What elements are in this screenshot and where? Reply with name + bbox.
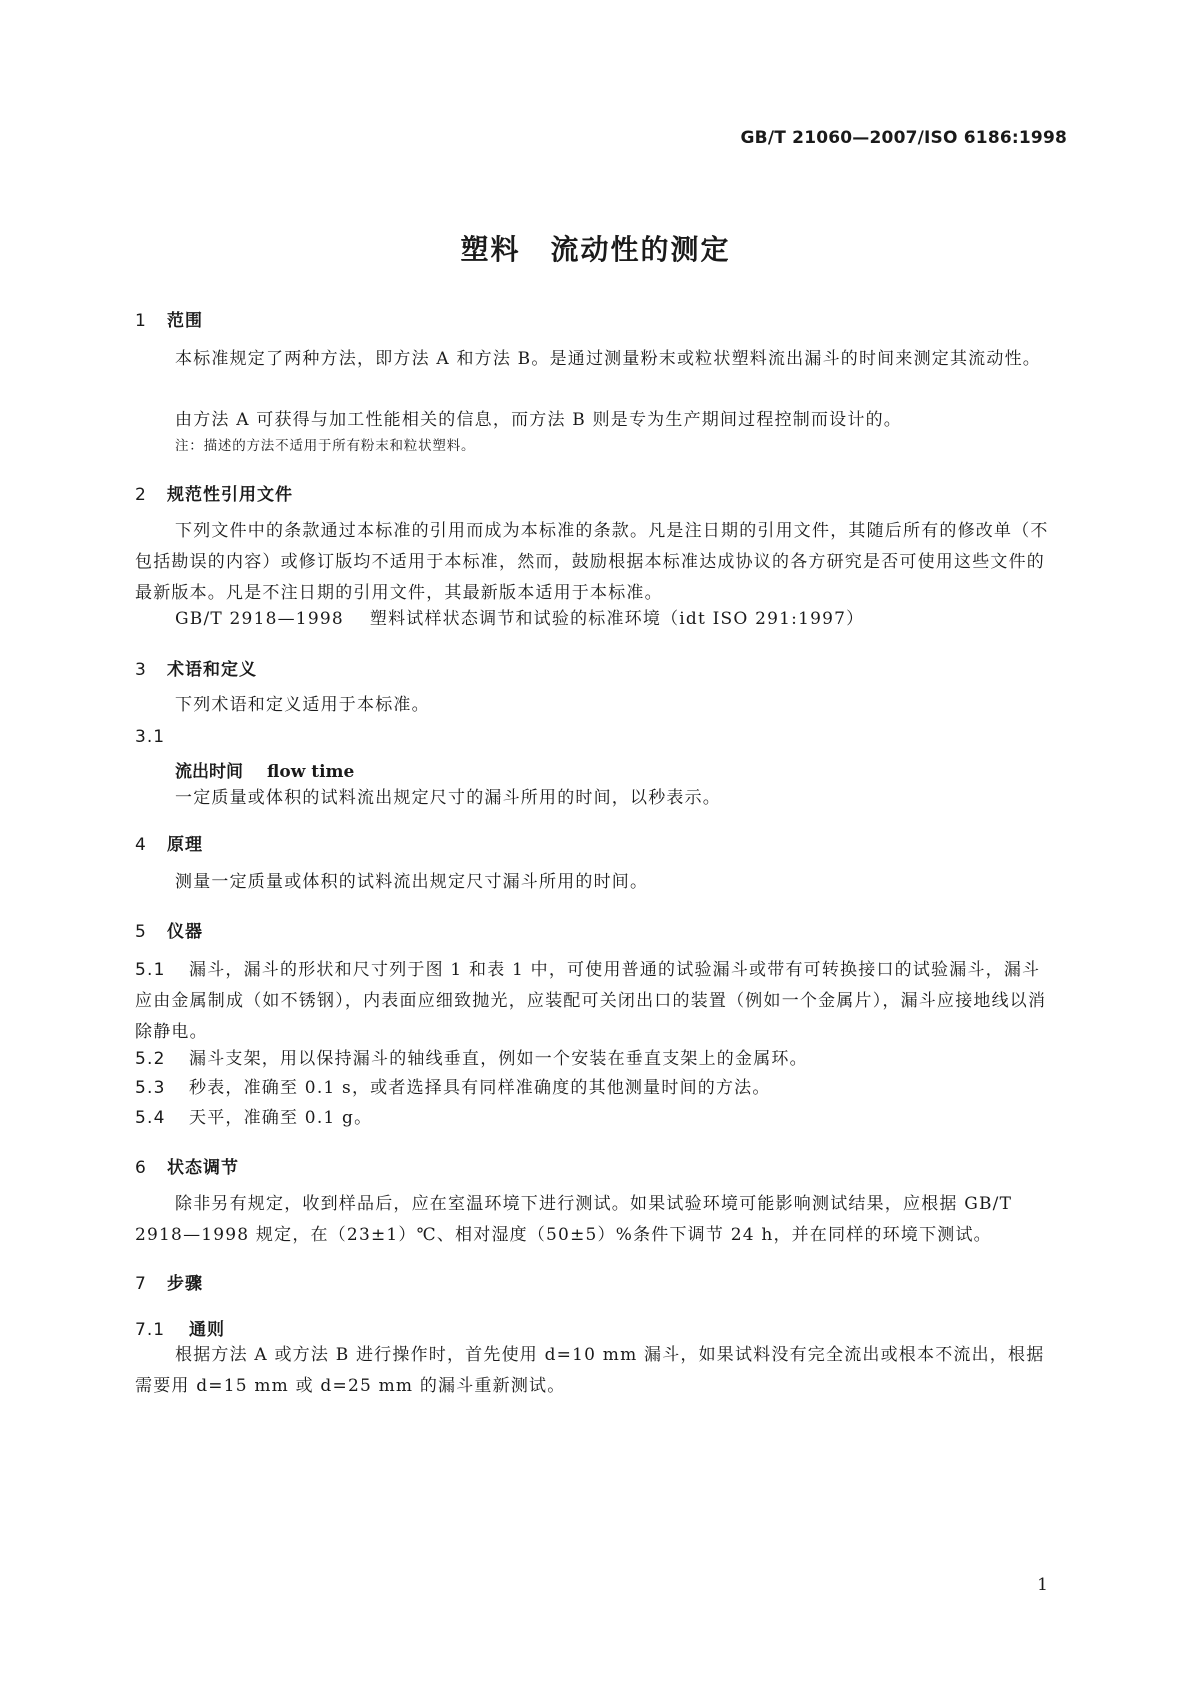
document-title	[0, 228, 1191, 268]
standard-number: GB/T 21060—2007/ISO 6186:1998	[740, 128, 1067, 148]
section-title: 规范性引用文件	[167, 485, 293, 505]
section-3-heading	[135, 655, 1055, 680]
section-number: 7	[135, 1274, 147, 1294]
section-title: 范围	[167, 311, 203, 331]
section-5-heading	[135, 917, 1055, 942]
title-part-1: 塑料	[460, 233, 521, 266]
section-1-paragraph-1: 本标准规定了两种方法，即方法 A 和方法 B。是通过测量粉末或粒状塑料流出漏斗的时间来测定其流动性。	[175, 349, 1041, 369]
clause-7-1-paragraph: 根据方法 A 或方法 B 进行操作时，首先使用 d=10 mm 漏斗，如果试料没有完全流出或根本不流出，根据需要用 d=15 mm 或 d=25 mm 的漏斗重新测试。	[135, 1345, 1045, 1396]
clause-number: 5.4	[135, 1108, 166, 1128]
section-number: 2	[135, 485, 147, 505]
section-6-paragraph-1: 除非另有规定，收到样品后，应在室温环境下进行测试。如果试验环境可能影响测试结果，应根据 GB/T 2918—1998 规定，在（23±1）℃、相对湿度（50±5）%条件下调节 24 h，并在同样的环境下测试。	[135, 1194, 1013, 1245]
section-2-paragraph-1: 下列文件中的条款通过本标准的引用而成为本标准的条款。凡是注日期的引用文件，其随后所有的修改单（不包括勘误的内容）或修订版均不适用于本标准，然而，鼓励根据本标准达成协议的各方研究是否可使用这些文件的最新版本。凡是不注日期的引用文件，其最新版本适用于本标准。	[135, 521, 1049, 603]
term	[135, 757, 1095, 782]
section-number: 1	[135, 311, 147, 331]
section-title: 仪器	[167, 922, 203, 942]
clause-number: 7.1	[135, 1320, 166, 1340]
section-4-heading	[135, 830, 1055, 855]
section-3-paragraph-1: 下列术语和定义适用于本标准。	[175, 695, 430, 715]
section-2-heading	[135, 480, 1055, 505]
section-7-heading	[135, 1269, 1055, 1294]
section-1-note: 注：描述的方法不适用于所有粉末和粒状塑料。	[175, 438, 476, 454]
term-chinese: 流出时间	[175, 762, 243, 782]
section-6-heading	[135, 1153, 1055, 1178]
section-title: 步骤	[167, 1274, 203, 1294]
title-part-2: 流动性的测定	[550, 233, 731, 266]
section-number: 5	[135, 922, 147, 942]
section-1-paragraph-2: 由方法 A 可获得与加工性能相关的信息，而方法 B 则是专为生产期间过程控制而设计的。	[175, 410, 902, 430]
clause-number: 5.2	[135, 1049, 166, 1069]
clause-7-1-heading	[135, 1315, 1055, 1340]
section-number: 6	[135, 1158, 147, 1178]
reference-title: 塑料试样状态调节和试验的标准环境（idt ISO 291:1997）	[369, 609, 865, 629]
clause-text: 秒表，准确至 0.1 s，或者选择具有同样准确度的其他测量时间的方法。	[189, 1078, 771, 1098]
clause-text: 漏斗，漏斗的形状和尺寸列于图 1 和表 1 中，可使用普通的试验漏斗或带有可转换接口的试验漏斗，漏斗应由金属制成（如不锈钢），内表面应细致抛光，应装配可关闭出口的装置（例如一个金属片），漏斗应接地线以消除静电。	[135, 960, 1047, 1042]
reference-code: GB/T 2918—1998	[175, 609, 344, 629]
clause-number: 5.1	[135, 960, 166, 980]
clause-5-1	[135, 955, 1055, 1048]
clause-text: 天平，准确至 0.1 g。	[189, 1108, 373, 1128]
section-4-paragraph-1: 测量一定质量或体积的试料流出规定尺寸漏斗所用的时间。	[175, 872, 649, 892]
clause-3-1-number: 3.1	[135, 727, 166, 747]
clause-text: 漏斗支架，用以保持漏斗的轴线垂直，例如一个安装在垂直支架上的金属环。	[189, 1049, 808, 1069]
section-number: 4	[135, 835, 147, 855]
section-1-heading	[135, 306, 1055, 331]
section-number: 3	[135, 660, 147, 680]
section-title: 原理	[167, 835, 203, 855]
term-definition: 一定质量或体积的试料流出规定尺寸的漏斗所用的时间，以秒表示。	[175, 788, 721, 808]
clause-5-4	[135, 1103, 1055, 1134]
clause-title: 通则	[189, 1320, 225, 1340]
clause-5-3	[135, 1073, 1055, 1104]
clause-number: 5.3	[135, 1078, 166, 1098]
normative-reference	[135, 604, 1095, 635]
page-number: 1	[1037, 1575, 1048, 1595]
section-title: 术语和定义	[167, 660, 257, 680]
term-english: flow time	[267, 762, 355, 782]
section-title: 状态调节	[167, 1158, 239, 1178]
clause-5-2	[135, 1044, 1055, 1075]
